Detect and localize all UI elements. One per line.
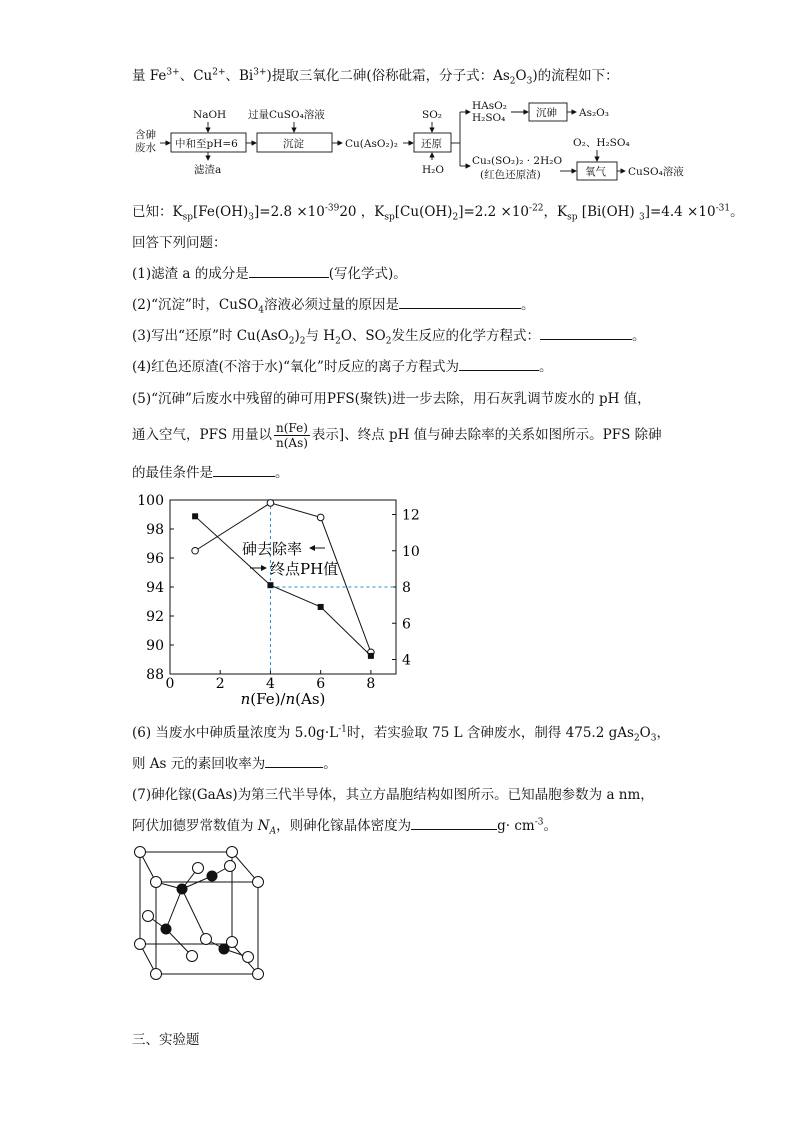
x-label-part: (As): [295, 690, 326, 708]
y-right-tick-label: 12: [402, 507, 420, 524]
removal-rate-point: [192, 547, 199, 554]
inner-atom: [207, 871, 218, 882]
h2o-label: H₂O: [422, 164, 444, 176]
question-4: (4)红色还原渣(不溶于水)“氧化”时反应的离子方程式为 。: [132, 359, 553, 375]
question-7-line-1: (7)砷化镓(GaAs)为第三代半导体，其立方晶胞结构如图所示。已知晶胞参数为 a nm，: [132, 787, 654, 803]
y-left-tick-label: 92: [146, 609, 164, 625]
y-right-tick-label: 10: [402, 543, 420, 560]
face-atom: [225, 861, 236, 872]
x-tick-label: 6: [316, 676, 326, 692]
x-tick-label: 8: [366, 676, 376, 692]
neutralize-box: 中和至pH=6: [175, 138, 238, 150]
y-left-tick-label: 94: [146, 580, 164, 596]
corner-atom: [253, 877, 264, 888]
answer-blank-4[interactable]: [459, 358, 539, 371]
h2so4-label: H₂SO₄: [472, 112, 506, 124]
question-6-line-2: 则 As 元的素回收率为 。: [132, 756, 337, 772]
face-atom: [143, 911, 154, 922]
removal-rate-point: [267, 500, 274, 507]
x-tick-label: 0: [165, 676, 175, 692]
answer-blank-1[interactable]: [249, 265, 329, 278]
annotation-endpoint-ph: 终点PH值: [270, 560, 339, 578]
question-1: (1)滤渣 a 的成分是 (写化学式)。: [132, 266, 407, 282]
y-right-tick-label: 8: [402, 580, 411, 596]
section-heading: 三、实验题: [132, 1032, 200, 1048]
corner-atom: [253, 969, 264, 980]
inner-atom: [177, 884, 188, 895]
question-5-line-3: 的最佳条件是 。: [132, 465, 289, 481]
face-atom: [243, 952, 254, 963]
endpoint-ph-point: [318, 604, 324, 610]
oxidants-label: O₂、H₂SO₄: [573, 137, 630, 149]
arsenic-removal-chart: [120, 490, 420, 710]
y-left-tick-label: 88: [146, 667, 164, 683]
cuso4-excess-label: 过量CuSO₄溶液: [248, 109, 325, 121]
corner-atom: [151, 877, 162, 888]
answer-blank-7[interactable]: [411, 817, 497, 830]
intro-line: 量 $Fe^{3+}$、$Cu^{2+}$、$Bi^{3+}$)提取三氧化二砷(俗称砒霜，分子式：$As_2O_3$)的流程如下：: [132, 67, 619, 87]
arsenic-precip-box: 沉砷: [536, 107, 557, 119]
x-axis-label: [241, 690, 326, 708]
gaas-unit-cell-diagram: [130, 838, 270, 980]
annotation-removal-rate: 砷去除率: [242, 540, 303, 558]
cuaso2-label: Cu(AsO₂)₂: [345, 138, 398, 150]
reduce-box: 还原: [421, 138, 442, 150]
corner-atom: [135, 939, 146, 950]
y-left-tick-label: 96: [146, 551, 164, 567]
red-residue-formula: Cu₃(SO₂)₂ · 2H₂O: [472, 155, 563, 167]
red-residue-note: (红色还原渣): [480, 169, 541, 181]
as2o3-product: As₂O₃: [579, 107, 609, 119]
question-5-line-2: 通入空气，PFS 用量以 $\frac{n(Fe)}{n(As)}$ 表示]、终点 pH 值与砷去除率的关系如图所示。PFS 除砷: [132, 421, 662, 450]
ksp-line: 已知：$K_{sp}[Fe(OH)_3]=2.8 \times 10^{-39}20$ ，$K_{sp}[Cu(OH)_2]=2.2 \times 10^{-22}$，$K_{sp}$ [Bi(OH) $_3]=4.4 \times 10^{-31}$。: [132, 203, 744, 223]
so2-label: SO₂: [422, 109, 443, 121]
feed-label-2: 废水: [135, 142, 156, 154]
x-tick-label: 4: [265, 676, 275, 692]
removal-rate-point: [317, 514, 324, 521]
precipitate-box: 沉淀: [283, 138, 304, 150]
question-3: (3)写出“还原”时 $Cu(AsO_2)_2$与 $H_2O$、$SO_2$发生反应的化学方程式： 。: [132, 328, 646, 347]
feed-label-1: 含砷: [135, 129, 156, 141]
x-label-n: n: [285, 690, 296, 708]
y-left-tick-label: 100: [137, 493, 164, 509]
hasO2-label: HAsO₂: [472, 100, 507, 112]
x-label-n: n: [240, 690, 251, 708]
answer-blank-3[interactable]: [540, 327, 632, 340]
answer-blank-5[interactable]: [213, 464, 275, 477]
face-atom: [193, 863, 204, 874]
corner-atom: [151, 969, 162, 980]
answer-blank-6[interactable]: [265, 755, 323, 768]
question-7-line-2: 阿伏加德罗常数值为 $N_A$，则砷化镓晶体密度为 $g\cdot cm^{-3}$。: [132, 817, 557, 837]
y-left-tick-label: 98: [146, 522, 164, 538]
corner-atom: [135, 847, 146, 858]
face-atom: [187, 951, 198, 962]
endpoint-ph-point: [192, 513, 198, 519]
x-label-part: (Fe)/: [250, 690, 286, 708]
face-atom: [201, 934, 212, 945]
corner-atom: [227, 847, 238, 858]
inner-atom: [219, 944, 230, 955]
y-right-tick-label: 4: [402, 652, 411, 669]
oxidize-box: 氧气: [585, 166, 606, 178]
answer-prompt: 回答下列问题：: [132, 235, 227, 251]
answer-blank-2[interactable]: [399, 296, 521, 309]
y-right-tick-label: 6: [402, 616, 411, 633]
inner-atom: [161, 924, 172, 935]
cuso4-output: CuSO₄溶液: [628, 166, 684, 178]
endpoint-ph-point: [267, 582, 273, 588]
naoh-label: NaOH: [193, 109, 227, 121]
process-flowchart: [128, 98, 698, 190]
residue-a-label: 滤渣a: [194, 164, 222, 176]
question-5-line-1: (5)“沉砷”后废水中残留的砷可用PFS(聚铁)进一步去除，用石灰乳调节废水的 pH 值，: [132, 391, 651, 407]
question-6-line-1: (6) 当废水中砷质量浓度为 $5.0g\cdot L^{-1}$时，若实验取 75 L 含砷废水，制得 475.2 $gAs_2O_3$，: [132, 724, 670, 744]
endpoint-ph-point: [368, 653, 374, 659]
series-line-2: [195, 516, 371, 656]
x-tick-label: 2: [215, 676, 225, 692]
y-left-tick-label: 90: [146, 638, 164, 654]
ratio-fraction: $\frac{n(Fe)}{n(As)}$: [276, 421, 308, 450]
question-2: (2)“沉淀”时，CuSO$_4$溶液必须过量的原因是 。: [132, 297, 535, 316]
